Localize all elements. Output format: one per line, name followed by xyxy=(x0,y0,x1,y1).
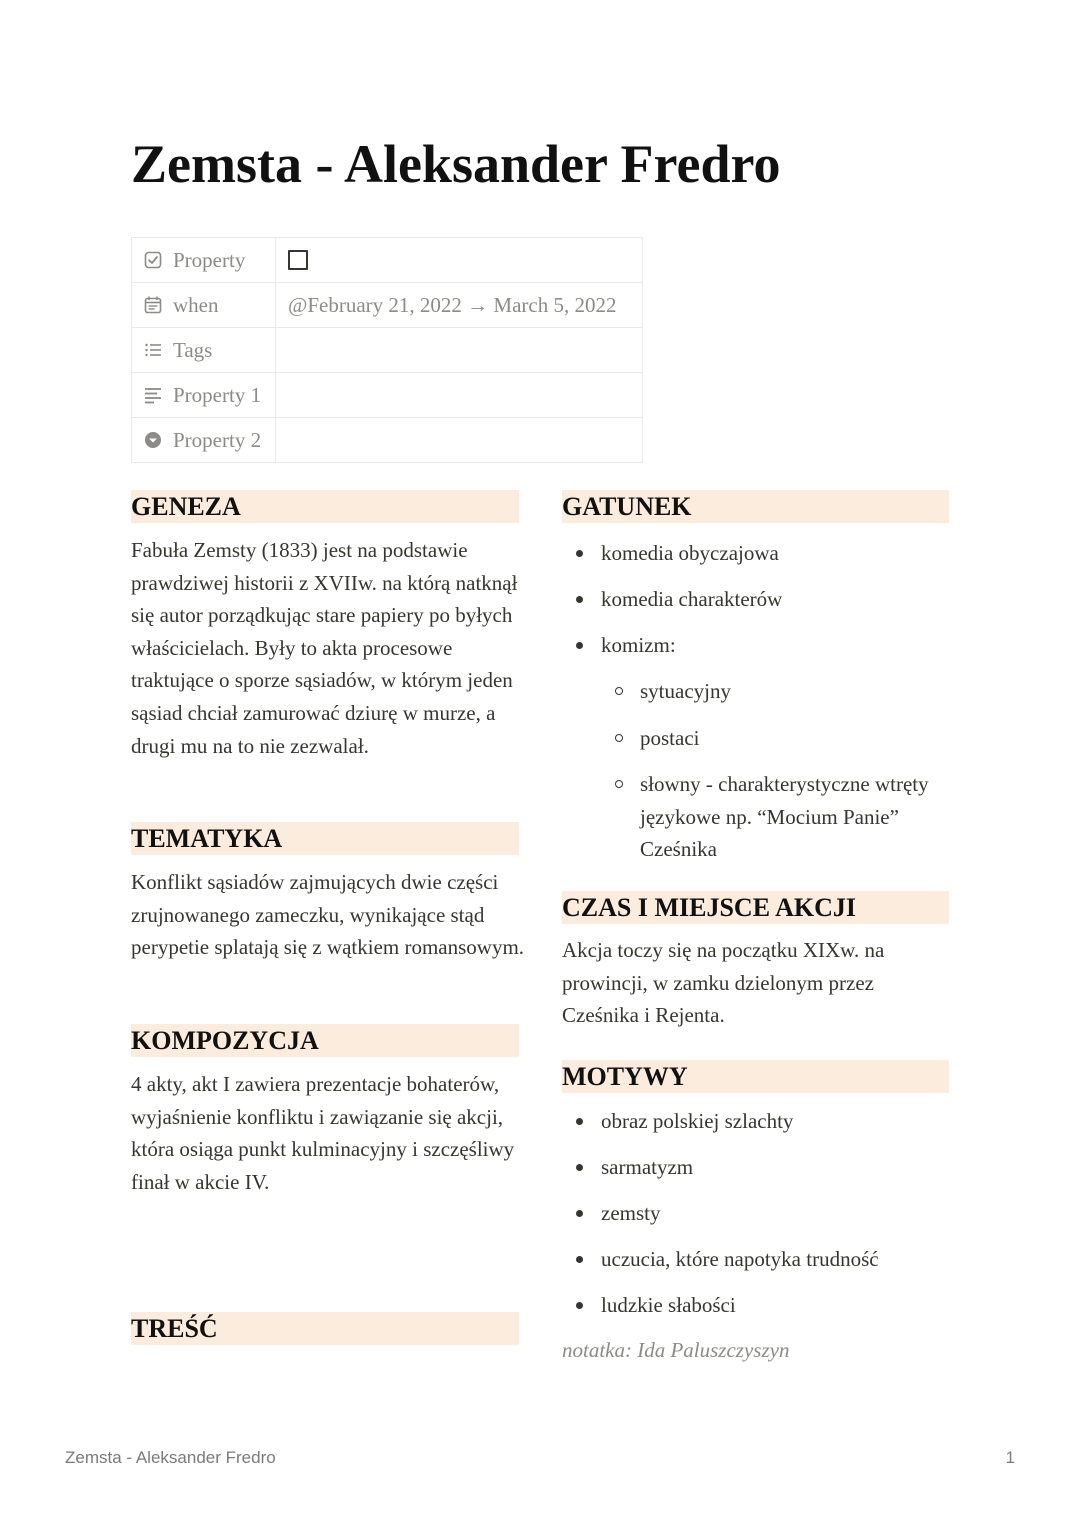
property-row[interactable] xyxy=(132,283,643,328)
property-row[interactable] xyxy=(132,238,643,283)
list-item: komedia charakterów xyxy=(562,583,952,615)
property-key[interactable] xyxy=(132,283,276,327)
property-value[interactable]: @February 21, 2022 → March 5, 2022 xyxy=(276,283,643,327)
property-key[interactable] xyxy=(132,373,276,417)
property-key[interactable] xyxy=(132,328,276,372)
section-heading-kompozycja: KOMPOZYCJA xyxy=(131,1024,519,1057)
sublist-item: sytuacyjny xyxy=(601,675,952,708)
property-row[interactable] xyxy=(132,373,643,418)
property-value[interactable] xyxy=(276,418,643,462)
select-icon xyxy=(143,430,163,450)
property-value[interactable] xyxy=(276,373,643,417)
komizm-sublist xyxy=(601,675,952,866)
page-number: 1 xyxy=(1005,1448,1015,1467)
calendar-icon xyxy=(143,295,163,315)
section-heading-czas-i-miejsce: CZAS I MIEJSCE AKCJI xyxy=(562,891,949,924)
section-heading-gatunek: GATUNEK xyxy=(562,490,949,523)
section-heading-tresc: TREŚĆ xyxy=(131,1312,519,1345)
geneza-text: Fabuła Zemsty (1833) jest na podstawie prawdziwej historii z XVIIw. na którą natknął się autor porządkując stare papiery po byłych właścicielach. Były to akta procesowe traktujące o sporze sąsiadów, w którym jeden sąsiad chciał zamurować dziurę w murze, a drugi mu na to nie zezwalał. xyxy=(131,538,518,758)
properties-table xyxy=(131,237,643,463)
property-name: when xyxy=(173,292,219,317)
list-item: zemsty xyxy=(562,1197,952,1229)
list-item: sarmatyzm xyxy=(562,1151,952,1183)
checkbox-icon xyxy=(143,250,163,270)
list-item xyxy=(562,629,952,866)
property-row[interactable] xyxy=(132,328,643,373)
list-item: komedia obyczajowa xyxy=(562,537,952,569)
property-name: Property 2 xyxy=(173,427,262,452)
property-name: Tags xyxy=(173,337,213,362)
page-title: Zemsta - Aleksander Fredro xyxy=(131,134,781,194)
property-key[interactable] xyxy=(132,238,276,282)
tematyka-text: Konflikt sąsiadów zajmujących dwie części zrujnowanego zameczku, wynikające stąd perypetie splatają się z wątkiem romansowym. xyxy=(131,870,525,960)
list-item-label: komizm: xyxy=(601,633,676,657)
list-icon xyxy=(143,340,163,360)
property-value[interactable] xyxy=(276,238,643,282)
sublist-item: słowny - charakterystyczne wtręty językowe np. “Mocium Panie” Cześnika xyxy=(601,768,952,866)
section-heading-motywy: MOTYWY xyxy=(562,1060,949,1093)
property-name: Property xyxy=(173,247,246,272)
author-note: notatka: Ida Paluszczyszyn xyxy=(562,1338,790,1362)
section-heading-tematyka: TEMATYKA xyxy=(131,822,519,855)
property-name: Property 1 xyxy=(173,382,262,407)
sublist-item: postaci xyxy=(601,722,952,755)
gatunek-list xyxy=(562,537,952,880)
property-value[interactable] xyxy=(276,328,643,372)
footer-title: Zemsta - Aleksander Fredro xyxy=(65,1448,276,1467)
property-checkbox[interactable] xyxy=(288,250,308,270)
kompozycja-text: 4 akty, akt I zawiera prezentacje bohaterów, wyjaśnienie konfliktu i zawiązanie się akcji, która osiąga punkt kulminacyjny i szczęśliwy finał w akcie IV. xyxy=(131,1072,515,1194)
motywy-list xyxy=(562,1105,952,1335)
section-heading-geneza: GENEZA xyxy=(131,490,519,523)
czas-text: Akcja toczy się na początku XIXw. na prowincji, w zamku dzielonym przez Cześnika i Rejenta. xyxy=(562,938,885,1028)
list-item: obraz polskiej szlachty xyxy=(562,1105,952,1137)
text-icon xyxy=(143,385,163,405)
property-key[interactable] xyxy=(132,418,276,462)
property-row[interactable] xyxy=(132,418,643,463)
list-item: ludzkie słabości xyxy=(562,1289,952,1321)
list-item: uczucia, które napotyka trudność xyxy=(562,1243,952,1275)
